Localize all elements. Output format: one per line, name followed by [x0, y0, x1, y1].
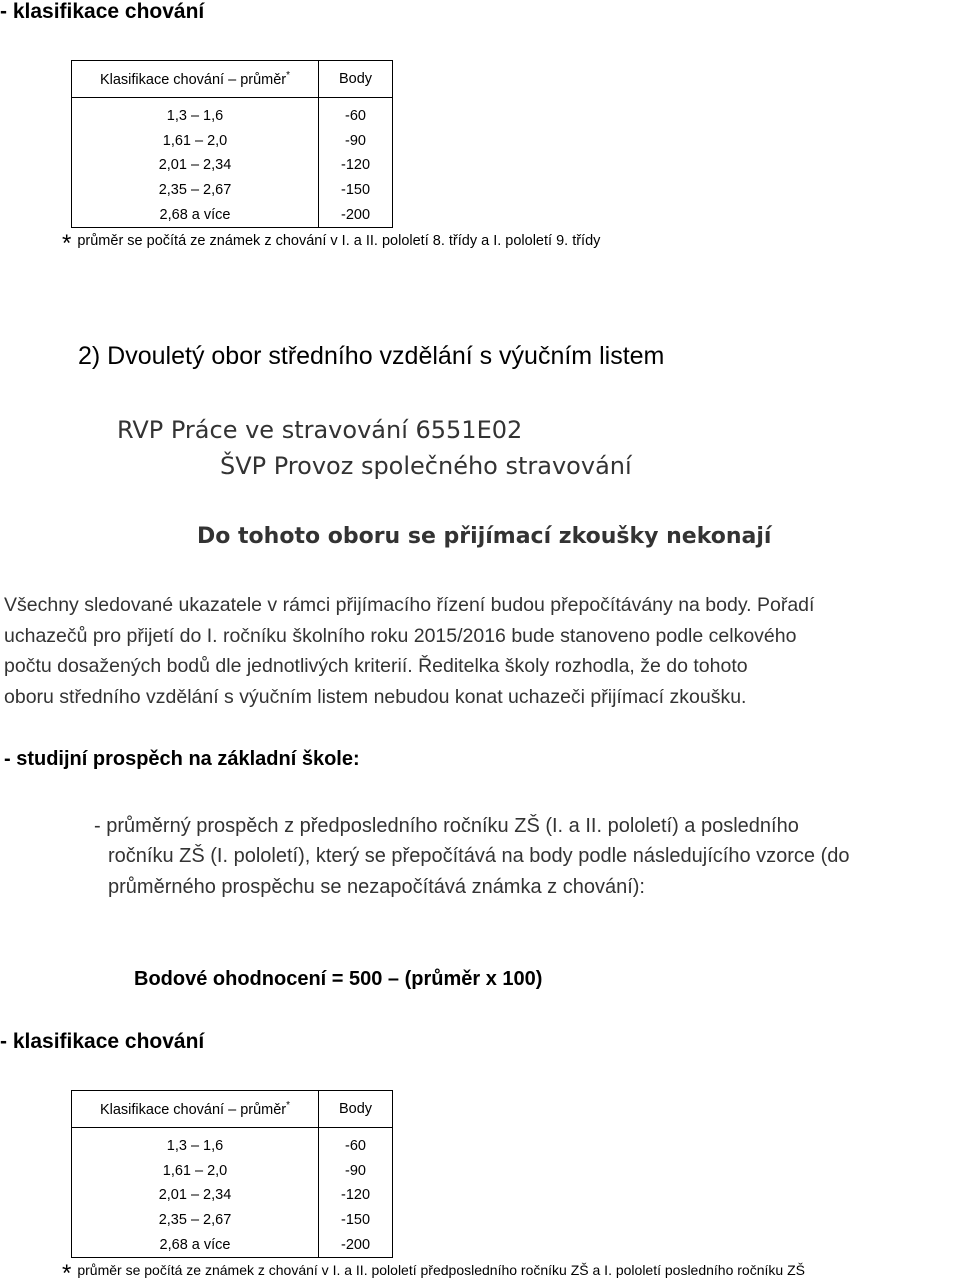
table-row [72, 1128, 393, 1159]
cell-points: -150 [319, 1208, 393, 1233]
prospech-heading: - studijní prospěch na základní škole: [4, 748, 360, 770]
cell-range: 2,01 – 2,34 [72, 153, 319, 178]
table-row [72, 1232, 393, 1257]
cell-points: -120 [319, 153, 393, 178]
footnote-text: průměr se počítá ze známek z chování v I. a II. pololetí 8. třídy a I. pololetí 9. třídy [77, 233, 601, 249]
table-row [72, 98, 393, 129]
prospech-line: ročníku ZŠ (I. pololetí), který se přepočítává na body podle následujícího vzorce (do [108, 845, 850, 867]
paragraph-line: oboru středního vzdělání s výučním listem nebudou konat uchazeči přijímací zkoušku. [4, 686, 747, 708]
paragraph-line: Všechny sledované ukazatele v rámci přijímacího řízení budou přepočítávány na body. Pořadí [4, 594, 815, 616]
prospech-line: - průměrný prospěch z předposledního ročníku ZŠ (I. a II. pololetí) a posledního [94, 815, 799, 837]
cell-points: -60 [319, 1128, 393, 1159]
cell-range: 2,68 a více [72, 202, 319, 227]
rvp-line: RVP Práce ve stravování 6551E02 [117, 416, 523, 444]
table-header-body: Body [319, 1091, 393, 1128]
paragraph-line: uchazečů pro přijetí do I. ročníku školního roku 2015/2016 bude stanoveno podle celkového [4, 625, 797, 647]
cell-range: 2,35 – 2,67 [72, 1208, 319, 1233]
footnote-star: * [62, 230, 72, 257]
paragraph [4, 594, 957, 724]
table-header-klasifikace: Klasifikace chování – průměr* [72, 61, 319, 98]
table-header-body: Body [319, 61, 393, 98]
cell-range: 2,01 – 2,34 [72, 1183, 319, 1208]
cell-range: 2,68 a více [72, 1232, 319, 1257]
footnote [62, 230, 600, 258]
cell-points: -200 [319, 202, 393, 227]
footnote-star: * [62, 1260, 72, 1287]
cell-points: -90 [319, 1159, 393, 1184]
table-row [72, 1159, 393, 1184]
cell-points: -90 [319, 129, 393, 154]
cell-range: 1,3 – 1,6 [72, 98, 319, 129]
table-header-klasifikace: Klasifikace chování – průměr* [72, 1091, 319, 1128]
cell-range: 1,61 – 2,0 [72, 129, 319, 154]
section-heading-klasifikace: - klasifikace chování [0, 0, 205, 23]
cell-points: -60 [319, 98, 393, 129]
table-row [72, 129, 393, 154]
table-row [72, 1183, 393, 1208]
table-row [72, 178, 393, 203]
subtitle: Do tohoto oboru se přijímací zkoušky nekonají [197, 524, 772, 549]
klasifikace-table [71, 60, 393, 228]
prospech-line: průměrného prospěchu se nezapočítává známka z chování): [108, 876, 645, 898]
formula: Bodové ohodnocení = 500 – (průměr x 100) [134, 968, 543, 990]
cell-range: 1,61 – 2,0 [72, 1159, 319, 1184]
svp-line: ŠVP Provoz společného stravování [220, 452, 632, 480]
table-row [72, 153, 393, 178]
cell-points: -200 [319, 1232, 393, 1257]
cell-range: 1,3 – 1,6 [72, 1128, 319, 1159]
cell-points: -120 [319, 1183, 393, 1208]
table-row [72, 202, 393, 227]
paragraph-line: počtu dosažených bodů dle jednotlivých kriterií. Ředitelka školy rozhodla, že do tohoto [4, 655, 748, 677]
cell-range: 2,35 – 2,67 [72, 178, 319, 203]
table-row [72, 1208, 393, 1233]
klasifikace-table [71, 1090, 393, 1258]
section-title: 2) Dvouletý obor středního vzdělání s výučním listem [78, 342, 665, 370]
footnote-text: průměr se počítá ze známek z chování v I. a II. pololetí předposledního ročníku ZŠ a I. pololetí posledního ročníku ZŠ [77, 1262, 805, 1278]
footnote [62, 1260, 805, 1288]
section-heading-klasifikace: - klasifikace chování [0, 1030, 205, 1053]
cell-points: -150 [319, 178, 393, 203]
